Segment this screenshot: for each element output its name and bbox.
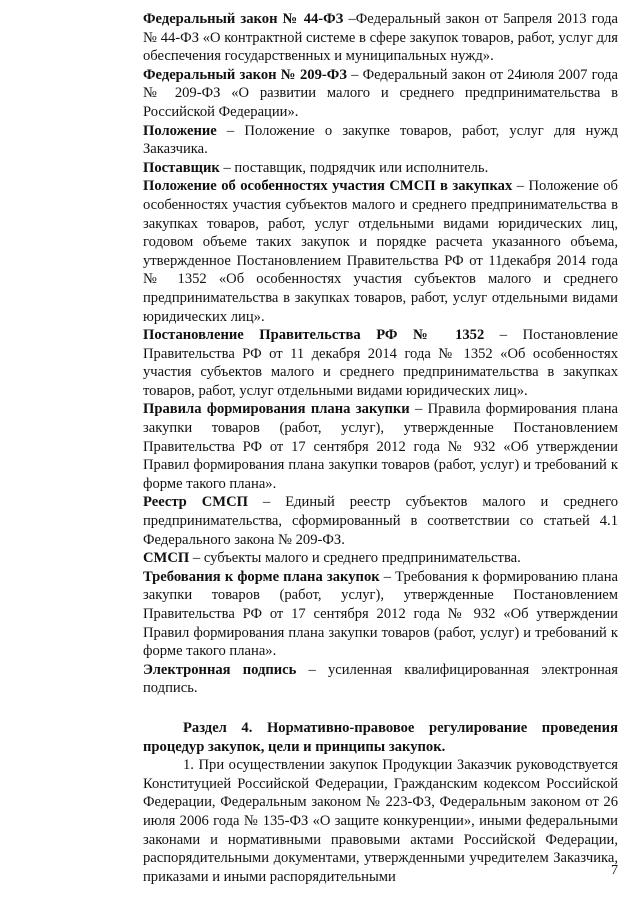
definition-postanovlenie-1352 [143, 326, 618, 400]
definition-reestr-smsp [143, 493, 618, 549]
definition-polozhenie-smsp [143, 177, 618, 326]
section-heading: Раздел 4. Нормативно-правовое регулирование проведения процедур закупок, цели и принципы закупок. [143, 719, 618, 755]
definition-term: Реестр СМСП [143, 494, 248, 511]
definition-term: СМСП [143, 550, 190, 567]
definition-term: Положение об особенностях участия СМСП в закупках [143, 178, 513, 195]
page-number: 7 [611, 863, 618, 878]
definition-polozhenie [143, 122, 618, 159]
definition-text: – Положение о закупке товаров, работ, услуг для нужд Заказчика. [143, 122, 618, 158]
definition-44fz [143, 10, 618, 66]
definition-term: Постановление Правительства РФ № 1352 [143, 327, 485, 344]
definition-term: Положение [143, 122, 217, 139]
definition-postavshchik [143, 159, 618, 178]
definition-term: Требования к форме плана закупок [143, 568, 380, 585]
definition-text: –Федеральный закон от 5апреля 2013 года № 44-ФЗ «О контрактной системе в сфере закупок товаров, работ, услуг для обеспечения государственных и муниципальных нужд». [143, 11, 618, 65]
definition-term: Электронная подпись [143, 661, 297, 678]
definition-term: Федеральный закон № 209-ФЗ [143, 66, 347, 83]
definition-text: – усиленная квалифицированная электронная подпись. [143, 661, 618, 697]
definition-text: – Правила формирования плана закупки товаров (работ, услуг), утвержденные Постановлением Правительства РФ от 17 сентября 2012 года № 932 «Об утверждении Правил формирования плана закупки товаров (работ, услуг) и требований к форме такого плана». [143, 401, 618, 492]
definition-pravila-plana [143, 400, 618, 493]
definition-text: – Федеральный закон от 24июля 2007 года № 209-ФЗ «О развитии малого и среднего предпринимательства в Российской Федерации». [143, 66, 618, 120]
section-paragraph: 1. При осуществлении закупок Продукции Заказчик руководствуется Конституцией Российской Федерации, Гражданским кодексом Российской Федерации, Федеральным законом № 223-ФЗ, Федеральным законом от 26 июля 2006 года № 135-ФЗ «О защите конкуренции», иными федеральными законами и нормативными правовыми актами Российской Федерации, распорядительными документами, утвержденными учредителем Заказчика, приказами и иными распорядительными [143, 757, 618, 885]
definition-text: – Постановление Правительства РФ от 11 декабря 2014 года № 1352 «Об особенностях участия субъектов малого и среднего предпринимательства в закупках товаров, работ, услуг отдельными видами юридических лиц». [143, 327, 618, 399]
definition-trebovaniya [143, 568, 618, 661]
definition-elektronnaya-podpis [143, 661, 618, 698]
definition-209fz [143, 66, 618, 122]
definition-text: – субъекты малого и среднего предпринимательства. [189, 550, 521, 567]
definition-text: – поставщик, подрядчик или исполнитель. [219, 159, 489, 176]
definition-text: – Требования к формированию плана закупки товаров (работ, услуг), утвержденные Постановлением Правительства РФ от 17 сентября 2012 года № 932 «Об утверждении Правил формирования плана закупки товаров (работ, услуг) и требований к форме такого плана». [143, 568, 618, 660]
definition-term: Правила формирования плана закупки [143, 401, 410, 418]
definition-text: – Единый реестр субъектов малого и среднего предпринимательства, сформированный в соответствии со статьей 4.1 Федерального закона № 209-ФЗ. [143, 494, 618, 548]
definition-term: Поставщик [143, 159, 220, 176]
definition-smsp [143, 549, 618, 568]
definition-term: Федеральный закон № 44-ФЗ [143, 11, 344, 27]
definition-text: – Положение об особенностях участия субъектов малого и среднего предпринимательства в закупках товаров, работ, услуг отдельными видами юридических лиц, годовом объеме таких закупок и порядке расчета указанного объема, утвержденное Постановлением Правительства РФ от 11декабря 2014 года № 1352 «Об особенностях участия субъектов малого и среднего предпринимательства в закупках товаров, работ, услуг отдельными видами юридических лиц». [143, 178, 618, 325]
